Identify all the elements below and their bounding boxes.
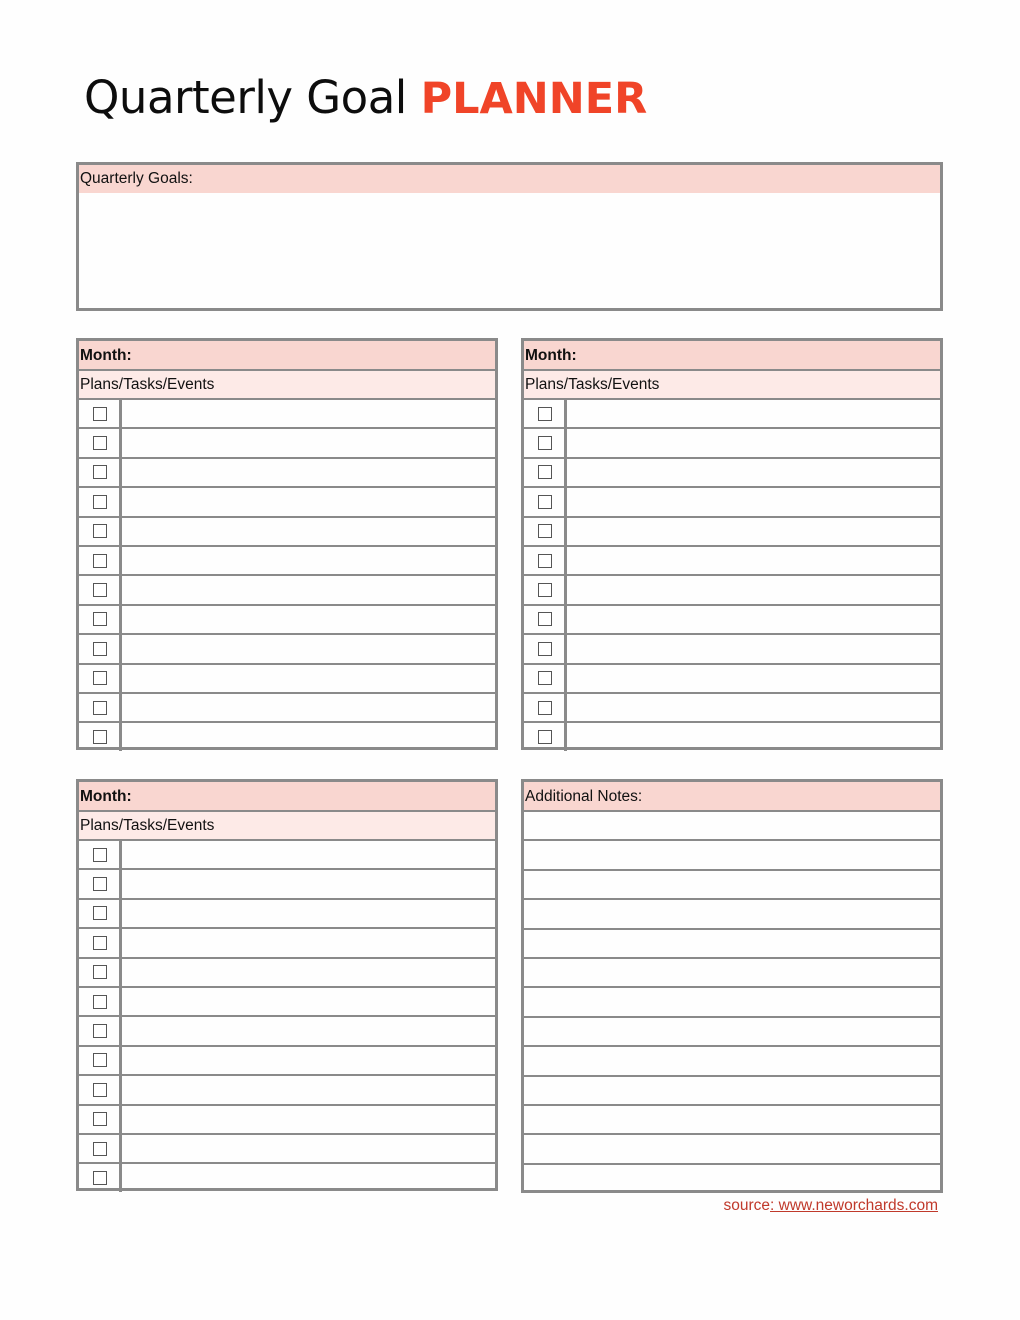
task-checkbox[interactable]: [93, 436, 107, 450]
task-field[interactable]: [567, 576, 940, 603]
task-row: [79, 1106, 495, 1135]
task-field[interactable]: [122, 988, 495, 1015]
checkbox-cell: [524, 694, 567, 721]
task-field[interactable]: [122, 1047, 495, 1074]
task-field[interactable]: [122, 1135, 495, 1162]
checkbox-cell: [79, 576, 122, 603]
note-line[interactable]: [524, 812, 940, 841]
task-checkbox[interactable]: [93, 1024, 107, 1038]
task-field[interactable]: [567, 400, 940, 427]
task-field[interactable]: [122, 841, 495, 868]
checkbox-cell: [524, 576, 567, 603]
checkbox-cell: [79, 635, 122, 662]
additional-notes-box: [521, 779, 943, 1193]
task-list: [79, 400, 495, 751]
task-field[interactable]: [567, 723, 940, 750]
checkbox-cell: [524, 606, 567, 633]
task-checkbox[interactable]: [93, 1053, 107, 1067]
task-field[interactable]: [122, 665, 495, 692]
note-line[interactable]: [524, 930, 940, 959]
task-field[interactable]: [122, 400, 495, 427]
task-row: [524, 694, 940, 723]
task-row: [79, 870, 495, 899]
task-checkbox[interactable]: [538, 524, 552, 538]
source-link[interactable]: : www.neworchards.com: [770, 1197, 938, 1214]
task-row: [79, 400, 495, 429]
task-row: [79, 1135, 495, 1164]
task-checkbox[interactable]: [93, 848, 107, 862]
notes-lines: [524, 812, 940, 1192]
task-field[interactable]: [122, 1106, 495, 1133]
checkbox-cell: [79, 606, 122, 633]
task-checkbox[interactable]: [538, 671, 552, 685]
note-line[interactable]: [524, 1077, 940, 1106]
task-row: [79, 929, 495, 958]
task-row: [79, 606, 495, 635]
task-field[interactable]: [567, 635, 940, 662]
task-checkbox[interactable]: [93, 554, 107, 568]
checkbox-cell: [79, 1017, 122, 1044]
checkbox-cell: [524, 518, 567, 545]
note-line[interactable]: [524, 871, 940, 900]
task-checkbox[interactable]: [93, 642, 107, 656]
task-row: [79, 459, 495, 488]
quarterly-goals-box: [76, 162, 943, 311]
task-row: [79, 576, 495, 605]
checkbox-cell: [79, 929, 122, 956]
task-field[interactable]: [122, 870, 495, 897]
task-list: [524, 400, 940, 751]
task-row: [524, 518, 940, 547]
task-field[interactable]: [567, 429, 940, 456]
note-line[interactable]: [524, 1165, 940, 1192]
checkbox-cell: [524, 400, 567, 427]
task-field[interactable]: [122, 429, 495, 456]
task-checkbox[interactable]: [93, 465, 107, 479]
task-checkbox[interactable]: [538, 583, 552, 597]
task-list: [79, 841, 495, 1192]
task-field[interactable]: [567, 459, 940, 486]
checkbox-cell: [79, 723, 122, 750]
task-checkbox[interactable]: [93, 1142, 107, 1156]
task-field[interactable]: [122, 1076, 495, 1103]
task-checkbox[interactable]: [93, 612, 107, 626]
plans-tasks-events-label: Plans/Tasks/Events: [524, 371, 940, 400]
plans-tasks-events-label: Plans/Tasks/Events: [79, 371, 495, 400]
task-row: [79, 988, 495, 1017]
note-line[interactable]: [524, 1135, 940, 1164]
task-checkbox[interactable]: [538, 407, 552, 421]
task-checkbox[interactable]: [93, 1171, 107, 1185]
checkbox-cell: [79, 547, 122, 574]
task-field[interactable]: [567, 488, 940, 515]
month-label[interactable]: Month:: [79, 782, 495, 812]
month-box-1: [76, 338, 498, 750]
checkbox-cell: [79, 694, 122, 721]
task-row: [79, 694, 495, 723]
title-accent: PLANNER: [420, 74, 648, 124]
checkbox-cell: [79, 459, 122, 486]
task-row: [524, 459, 940, 488]
additional-notes-label: Additional Notes:: [524, 782, 940, 812]
month-box-2: [521, 338, 943, 750]
task-field[interactable]: [567, 694, 940, 721]
source-credit: [723, 1197, 938, 1215]
page-title: [84, 70, 647, 127]
task-checkbox[interactable]: [93, 524, 107, 538]
task-row: [79, 723, 495, 750]
checkbox-cell: [524, 459, 567, 486]
checkbox-cell: [79, 1135, 122, 1162]
task-checkbox[interactable]: [538, 465, 552, 479]
task-checkbox[interactable]: [538, 642, 552, 656]
checkbox-cell: [79, 1106, 122, 1133]
checkbox-cell: [524, 665, 567, 692]
task-row: [79, 1017, 495, 1046]
task-row: [79, 547, 495, 576]
task-checkbox[interactable]: [538, 701, 552, 715]
checkbox-cell: [524, 488, 567, 515]
task-row: [524, 547, 940, 576]
task-row: [524, 400, 940, 429]
task-field[interactable]: [122, 606, 495, 633]
task-field[interactable]: [567, 665, 940, 692]
checkbox-cell: [79, 518, 122, 545]
note-line[interactable]: [524, 900, 940, 929]
task-checkbox[interactable]: [93, 701, 107, 715]
task-row: [79, 665, 495, 694]
task-row: [79, 1164, 495, 1191]
task-checkbox[interactable]: [93, 906, 107, 920]
task-checkbox[interactable]: [93, 671, 107, 685]
task-row: [79, 959, 495, 988]
checkbox-cell: [79, 988, 122, 1015]
task-row: [524, 606, 940, 635]
task-checkbox[interactable]: [538, 730, 552, 744]
note-line[interactable]: [524, 959, 940, 988]
note-line[interactable]: [524, 988, 940, 1017]
note-line[interactable]: [524, 1106, 940, 1135]
task-row: [524, 429, 940, 458]
checkbox-cell: [524, 547, 567, 574]
task-row: [79, 900, 495, 929]
task-field[interactable]: [122, 635, 495, 662]
task-field[interactable]: [122, 518, 495, 545]
task-checkbox[interactable]: [538, 495, 552, 509]
task-field[interactable]: [567, 606, 940, 633]
task-checkbox[interactable]: [93, 965, 107, 979]
task-field[interactable]: [122, 723, 495, 750]
checkbox-cell: [79, 1076, 122, 1103]
checkbox-cell: [79, 870, 122, 897]
checkbox-cell: [79, 1164, 122, 1191]
month-label[interactable]: Month:: [524, 341, 940, 371]
task-checkbox[interactable]: [538, 554, 552, 568]
title-plain: Quarterly Goal: [84, 71, 407, 124]
task-checkbox[interactable]: [93, 1112, 107, 1126]
checkbox-cell: [524, 723, 567, 750]
checkbox-cell: [79, 429, 122, 456]
checkbox-cell: [524, 429, 567, 456]
checkbox-cell: [79, 959, 122, 986]
task-row: [524, 635, 940, 664]
task-row: [524, 723, 940, 750]
task-field[interactable]: [122, 929, 495, 956]
task-field[interactable]: [122, 694, 495, 721]
task-checkbox[interactable]: [93, 407, 107, 421]
task-row: [79, 635, 495, 664]
checkbox-cell: [79, 400, 122, 427]
task-row: [79, 488, 495, 517]
task-row: [524, 576, 940, 605]
task-checkbox[interactable]: [538, 436, 552, 450]
task-row: [79, 841, 495, 870]
task-checkbox[interactable]: [93, 1083, 107, 1097]
task-field[interactable]: [122, 1017, 495, 1044]
task-checkbox[interactable]: [93, 730, 107, 744]
plans-tasks-events-label: Plans/Tasks/Events: [79, 812, 495, 841]
task-checkbox[interactable]: [93, 583, 107, 597]
task-checkbox[interactable]: [93, 936, 107, 950]
quarterly-goals-field[interactable]: [79, 193, 940, 308]
task-row: [79, 1047, 495, 1076]
task-row: [524, 488, 940, 517]
task-checkbox[interactable]: [538, 612, 552, 626]
task-field[interactable]: [122, 576, 495, 603]
task-row: [79, 1076, 495, 1105]
checkbox-cell: [79, 665, 122, 692]
task-field[interactable]: [122, 459, 495, 486]
note-line[interactable]: [524, 841, 940, 870]
source-prefix: source: [723, 1197, 771, 1214]
task-checkbox[interactable]: [93, 877, 107, 891]
task-checkbox[interactable]: [93, 495, 107, 509]
checkbox-cell: [79, 488, 122, 515]
task-field[interactable]: [122, 1164, 495, 1191]
month-label[interactable]: Month:: [79, 341, 495, 371]
task-row: [79, 429, 495, 458]
task-row: [79, 518, 495, 547]
checkbox-cell: [79, 900, 122, 927]
note-line[interactable]: [524, 1018, 940, 1047]
task-field[interactable]: [122, 900, 495, 927]
task-field[interactable]: [122, 488, 495, 515]
task-field[interactable]: [122, 547, 495, 574]
task-row: [524, 665, 940, 694]
task-field[interactable]: [567, 518, 940, 545]
checkbox-cell: [79, 1047, 122, 1074]
note-line[interactable]: [524, 1047, 940, 1076]
task-field[interactable]: [122, 959, 495, 986]
task-checkbox[interactable]: [93, 995, 107, 1009]
task-field[interactable]: [567, 547, 940, 574]
checkbox-cell: [79, 841, 122, 868]
quarterly-goals-label: Quarterly Goals:: [79, 165, 940, 193]
checkbox-cell: [524, 635, 567, 662]
month-box-3: [76, 779, 498, 1191]
